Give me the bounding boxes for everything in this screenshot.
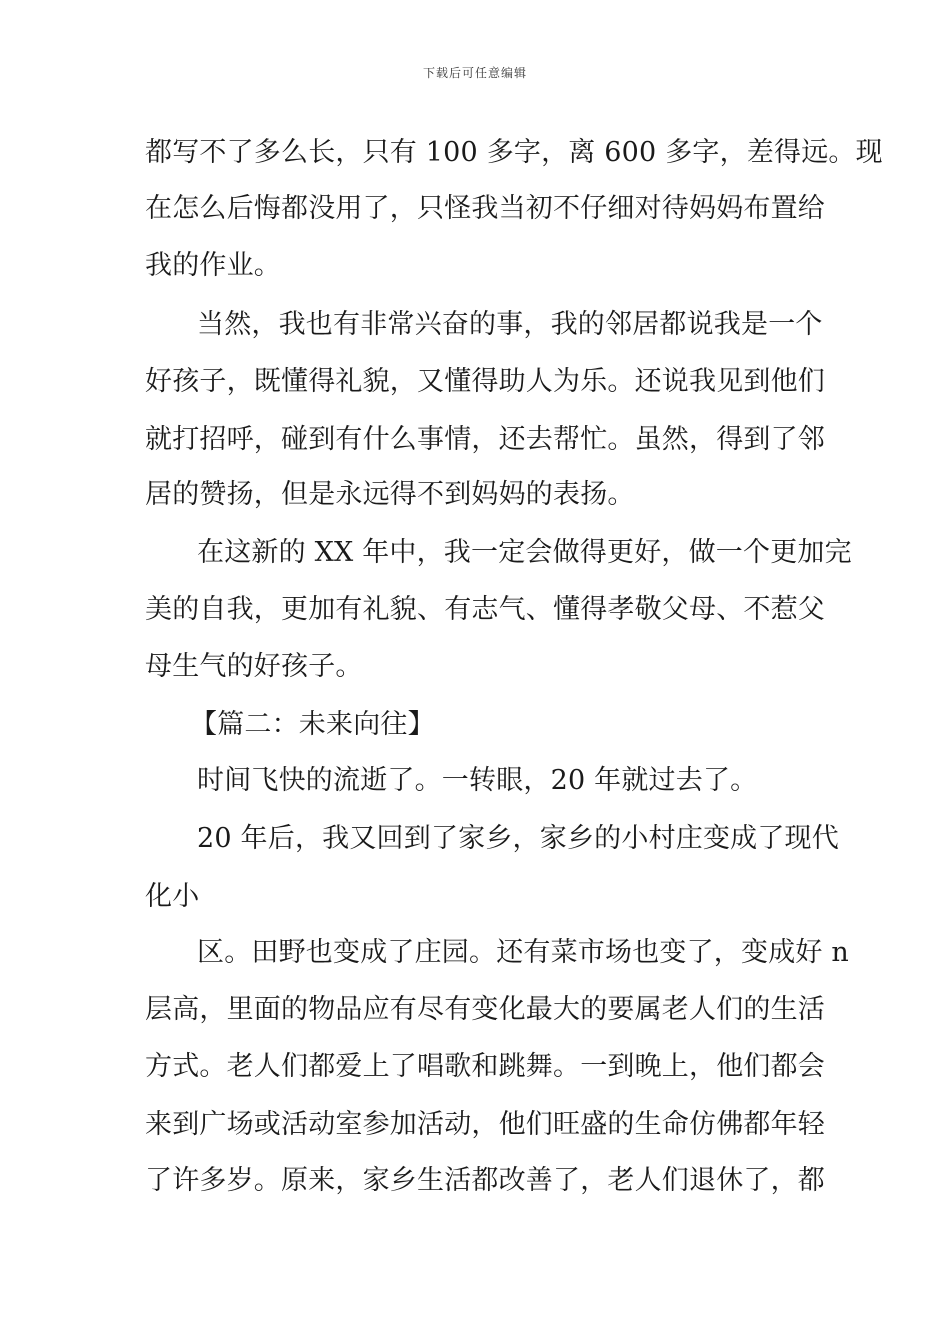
text-line: 好孩子，既懂得礼貌，又懂得助人为乐。还说我见到他们 [145, 366, 825, 397]
text-line: 美的自我，更加有礼貌、有志气、懂得孝敬父母、不惹父 [145, 594, 825, 625]
text-line: 我的作业。 [145, 250, 281, 281]
text-line: 区。田野也变成了庄园。还有菜市场也变了，变成好 n [197, 937, 849, 968]
text-line: 都写不了多么长，只有 100 多字，离 600 多字，差得远。现 [145, 137, 883, 168]
text-line: 在怎么后悔都没用了，只怪我当初不仔细对待妈妈布置给 [145, 193, 825, 224]
text-line: 20 年后，我又回到了家乡，家乡的小村庄变成了现代 [197, 823, 839, 854]
text-line: 当然，我也有非常兴奋的事，我的邻居都说我是一个 [197, 309, 823, 340]
text-line: 就打招呼，碰到有什么事情，还去帮忙。虽然，得到了邻 [145, 424, 825, 455]
text-line: 了许多岁。原来，家乡生活都改善了，老人们退休了，都 [145, 1165, 825, 1196]
text-line: 在这新的 XX 年中，我一定会做得更好，做一个更加完 [197, 537, 852, 568]
section-heading: 【篇二：未来向往】 [190, 709, 435, 740]
text-line: 时间飞快的流逝了。一转眼，20 年就过去了。 [197, 765, 758, 796]
page-header: 下载后可任意编辑 [422, 66, 527, 80]
text-line: 层高，里面的物品应有尽有变化最大的要属老人们的生活 [145, 994, 825, 1025]
text-line: 方式。老人们都爱上了唱歌和跳舞。一到晚上，他们都会 [145, 1051, 825, 1082]
text-line: 化小 [145, 881, 200, 912]
text-line: 来到广场或活动室参加活动，他们旺盛的生命仿佛都年轻 [145, 1109, 825, 1140]
text-line: 母生气的好孩子。 [145, 651, 363, 682]
text-line: 居的赞扬，但是永远得不到妈妈的表扬。 [145, 479, 635, 510]
